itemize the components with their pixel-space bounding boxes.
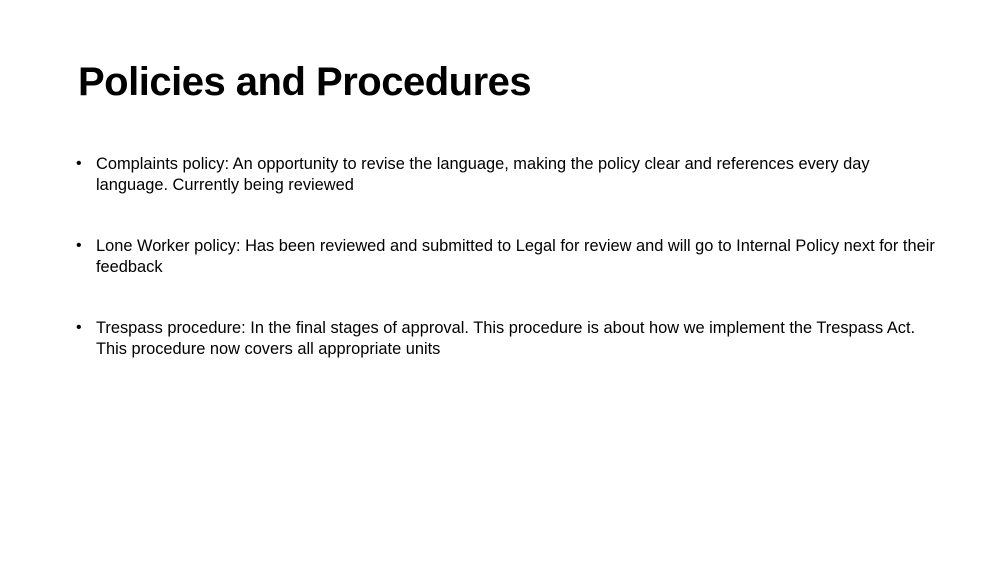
bullet-text: Lone Worker policy: Has been reviewed and submitted to Legal for review and will go to Internal Policy next for their feedback: [96, 237, 935, 276]
slide-title: Policies and Procedures: [78, 60, 532, 104]
bullet-item-complaints-policy: [76, 154, 936, 195]
bullet-list: [76, 154, 936, 400]
bullet-item-lone-worker-policy: [76, 236, 936, 277]
bullet-dot-icon: •: [76, 319, 82, 336]
bullet-text: Complaints policy: An opportunity to revise the language, making the policy clear and references every day language. Currently being reviewed: [96, 155, 870, 194]
bullet-dot-icon: •: [76, 237, 82, 254]
bullet-item-trespass-procedure: [76, 318, 936, 359]
bullet-text: Trespass procedure: In the final stages of approval. This procedure is about how we implement the Trespass Act. This procedure now covers all appropriate units: [96, 319, 916, 358]
bullet-dot-icon: •: [76, 155, 82, 172]
